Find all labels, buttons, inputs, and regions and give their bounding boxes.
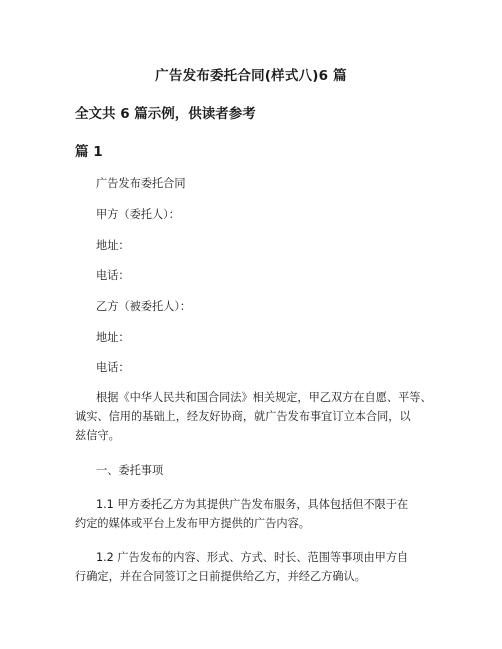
section-heading: 篇 1	[75, 144, 103, 160]
paragraph-line: 电话：	[96, 361, 130, 374]
paragraph-line: 电话：	[96, 269, 130, 282]
paragraph-party-b	[75, 297, 455, 316]
paragraph-line: 地址：	[96, 331, 130, 344]
paragraph-party-a	[75, 205, 455, 224]
paragraph-line: 乙方（被委托人）：	[96, 300, 192, 313]
document-subtitle: 全文共 6 篇示例，供读者参考	[75, 106, 256, 122]
paragraph-contract-name	[75, 174, 455, 193]
paragraph-line: 约定的媒体或平台上发布甲方提供的广告内容。	[75, 517, 310, 530]
paragraph-clause-1-1	[75, 495, 455, 533]
paragraph-line: 地址：	[96, 239, 130, 252]
paragraph-line: 广告发布委托合同	[96, 177, 186, 190]
paragraph-party-b-address	[75, 328, 455, 347]
paragraph-line: 行确定，并在合同签订之日前提供给乙方，并经乙方确认。	[75, 570, 366, 583]
paragraph-clause-1-2	[75, 548, 455, 586]
paragraph-line: 根据《中华人民共和国合同法》相关规定，甲乙双方在自愿、平等、	[96, 391, 432, 404]
paragraph-party-b-phone	[75, 358, 455, 377]
paragraph-line: 兹信守。	[75, 429, 120, 442]
paragraph-clause-heading	[75, 461, 455, 480]
paragraph-party-a-address	[75, 236, 455, 255]
paragraph-line: 甲方（委托人）：	[96, 208, 180, 221]
paragraph-party-a-phone	[75, 266, 455, 285]
paragraph-line: 1.2 广告发布的内容、形式、方式、时长、范围等事项由甲方自	[96, 551, 409, 564]
paragraph-preamble	[75, 388, 455, 445]
paragraph-line: 一、委托事项	[96, 464, 164, 477]
paragraph-line: 1.1 甲方委托乙方为其提供广告发布服务，具体包括但不限于在	[96, 498, 409, 511]
paragraph-line: 诚实、信用的基础上，经友好协商，就广告发布事宜订立本合同，以	[75, 410, 411, 423]
document-title: 广告发布委托合同(样式八)6 篇	[155, 68, 347, 84]
